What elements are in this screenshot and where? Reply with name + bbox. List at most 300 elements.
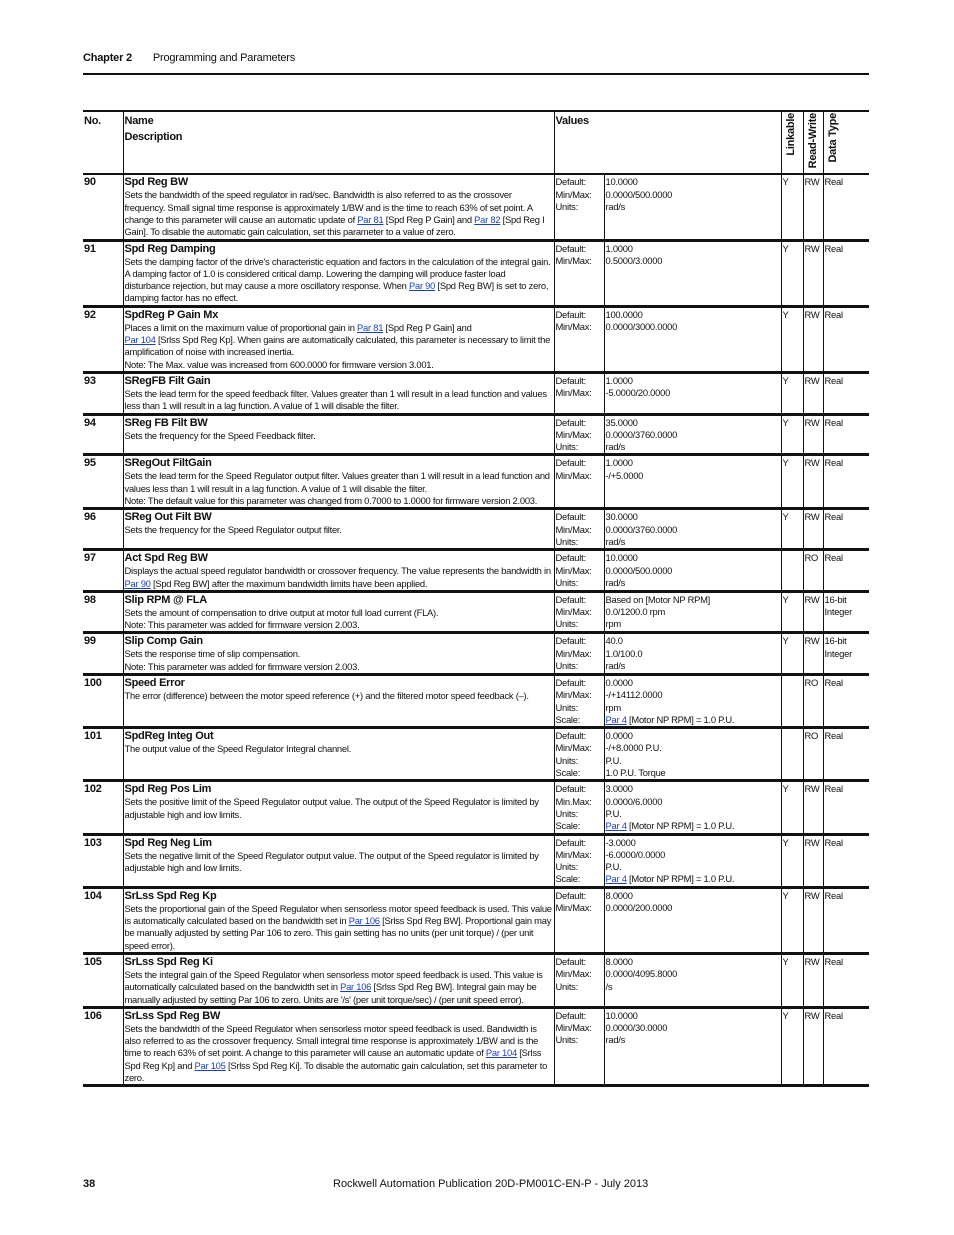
value-item [606, 536, 780, 548]
value-label: Default: [555, 836, 586, 848]
text-run: -5.0000/20.0000 [605, 387, 671, 399]
text-run: 0.0000/6.0000 [605, 795, 663, 807]
text-run: -/+14112.0000 [605, 689, 663, 701]
param-name: SpdReg Integ Out [124, 730, 214, 743]
linkable-flag: Y [781, 633, 803, 675]
value-labels [554, 509, 604, 550]
data-type: Real [823, 306, 869, 372]
text-run: The error (difference) between the motor speed reference (+) and the filtered motor speed feedback (–). [124, 689, 529, 701]
value-label: Min/Max: [555, 188, 592, 200]
value-data [604, 728, 781, 781]
param-name: SpdReg P Gain Mx [124, 308, 219, 321]
text-run: rpm [605, 701, 621, 713]
publication-info: Rockwell Automation Publication 20D-PM001C-EN-P - July 2013 [333, 1178, 649, 1190]
param-name-description [123, 728, 554, 781]
table-row [83, 728, 869, 781]
param-name-description [123, 591, 554, 633]
value-label: Default: [555, 1009, 586, 1021]
value-label: Default: [555, 511, 586, 523]
table-row [83, 591, 869, 633]
data-type: Real [823, 240, 869, 306]
text-run: Sets the frequency for the Speed Feedback filter. [124, 429, 316, 441]
value-item [606, 873, 780, 885]
value-item [606, 1034, 780, 1046]
value-item [606, 755, 780, 767]
text-run: Based on [Motor NP RPM] [605, 593, 711, 605]
parameter-link[interactable]: Par 104 [124, 334, 156, 346]
parameter-link[interactable]: Par 104 [485, 1047, 517, 1059]
param-name: Slip RPM @ FLA [124, 593, 207, 606]
read-write-flag: RW [803, 240, 823, 306]
text-run: [Spd Reg P Gain] and [383, 213, 475, 225]
param-name-description [123, 372, 554, 414]
parameter-link[interactable]: Par 90 [124, 577, 151, 589]
value-item [606, 606, 780, 618]
value-label: Min/Max: [555, 968, 592, 980]
value-item [606, 956, 780, 968]
value-labels [554, 591, 604, 633]
text-run: rad/s [605, 1034, 626, 1046]
table-row [83, 781, 869, 834]
text-run: [Srlss Spd Reg BW]. Integral gain may be manually adjusted by setting Par 106 to zero. Units are '/s' (per unit torque/sec) / (per unit speed error). [124, 981, 537, 1005]
value-item [606, 677, 780, 689]
value-data [604, 953, 781, 1007]
text-run: 0.0000 [605, 676, 633, 688]
value-label: Default: [555, 783, 586, 795]
data-type: Real [823, 834, 869, 887]
value-labels [554, 240, 604, 306]
value-item [606, 1022, 780, 1034]
param-description [125, 903, 553, 952]
value-label: Min/Max: [555, 254, 592, 266]
linkable-flag [781, 674, 803, 727]
read-write-flag: RW [803, 953, 823, 1007]
param-name: SReg Out Filt BW [124, 511, 212, 524]
param-number: 100 [84, 676, 102, 689]
header-no: No. [84, 115, 101, 127]
param-name-description [123, 174, 554, 240]
linkable-flag: Y [781, 372, 803, 414]
value-item [606, 375, 780, 387]
header-data-type: Data Type [823, 111, 869, 174]
header-description: Description [124, 131, 183, 143]
read-write-flag: RO [803, 674, 823, 727]
param-description [125, 470, 553, 507]
param-description [125, 607, 553, 632]
value-item [606, 417, 780, 429]
parameter-link[interactable]: Par 82 [474, 213, 501, 225]
value-label: Min/Max: [555, 387, 592, 399]
value-item [606, 511, 780, 523]
parameter-link[interactable]: Par 81 [357, 213, 384, 225]
param-number: 105 [84, 955, 102, 968]
text-run: 40.0 [605, 635, 623, 647]
value-label: Default: [555, 416, 586, 428]
value-label: Scale: [555, 713, 581, 725]
text-run: [Motor NP RPM] = 1.0 P.U. [626, 873, 735, 885]
value-label: Units: [555, 701, 578, 713]
value-item [606, 441, 780, 453]
data-type: 16-bit Integer [823, 633, 869, 675]
linkable-flag: Y [781, 591, 803, 633]
param-number: 98 [84, 593, 96, 606]
value-labels [554, 1007, 604, 1085]
param-name: Spd Reg BW [124, 176, 188, 189]
data-type: Real [823, 414, 869, 455]
text-run: rad/s [605, 659, 626, 671]
text-run: Sets the lead term for the speed feedback filter. Values greater than 1 will result in a lead function and values less than 1 will result in a lag function. A value of 1 will disable the filter. [124, 387, 547, 412]
read-write-flag: RW [803, 455, 823, 509]
value-data [604, 633, 781, 675]
text-run: 0.0000/200.0000 [605, 902, 673, 914]
param-name-description [123, 550, 554, 592]
param-name-description [123, 781, 554, 834]
param-number: 106 [84, 1009, 102, 1022]
value-label: Default: [555, 457, 586, 469]
text-run: [Spd Reg BW] is set to zero, damping factor has no effect. [124, 280, 549, 304]
value-labels [554, 633, 604, 675]
value-item [606, 552, 780, 564]
param-number: 91 [84, 242, 96, 255]
value-label: Min/Max: [555, 523, 592, 535]
value-label: Default: [555, 730, 586, 742]
text-run: [Srlss Spd Reg BW]. Proportional gain may be manually adjusted by setting Par 106 to zero. This gain setting has no units (per unit torque) / (per unit speed error). [124, 915, 552, 951]
param-name: SRegOut FiltGain [124, 457, 212, 470]
value-data [604, 550, 781, 592]
text-run: 0.0000/3000.0000 [605, 321, 678, 333]
value-item [606, 635, 780, 647]
value-label: Default: [555, 374, 586, 386]
text-run: /s [605, 980, 613, 992]
value-label: Min/Max: [555, 428, 592, 440]
value-item [606, 309, 780, 321]
value-item [606, 730, 780, 742]
value-item [606, 808, 780, 820]
param-description [125, 524, 553, 536]
value-label: Min/Max: [555, 321, 592, 333]
value-label: Min/Max: [555, 742, 592, 754]
value-item [606, 594, 780, 606]
value-label: Units: [555, 576, 578, 588]
header-name-description [123, 111, 554, 174]
data-type: Real [823, 674, 869, 727]
param-number: 95 [84, 457, 96, 470]
value-item [606, 689, 780, 701]
text-run: rad/s [605, 441, 626, 453]
value-data [604, 781, 781, 834]
text-run: Sets the bandwidth of the speed regulator in rad/sec. Bandwidth is also referred to as the crossover frequency. Small signal time response is approximately 1/BW and is the time to reach 63% of set point. A change to this parameter will cause an automatic update of [124, 189, 533, 225]
text-run: Note: The default value for this parameter was changed from 0.7000 to 1.0000 for firmware version 2.003. [124, 495, 538, 507]
value-item [606, 457, 780, 469]
table-row [83, 455, 869, 509]
param-number: 94 [84, 416, 96, 429]
text-run: Note: The Max. value was increased from 600.0000 for firmware version 3.001. [124, 358, 434, 370]
header-read-write: Read-Write [803, 111, 823, 174]
value-label: Default: [555, 635, 586, 647]
value-label: Min/Max: [555, 689, 592, 701]
value-item [606, 387, 780, 399]
text-run: -/+8.0000 P.U. [605, 742, 662, 754]
param-name: Spd Reg Damping [124, 242, 216, 255]
parameter-link[interactable]: Par 106 [340, 981, 372, 993]
value-labels [554, 728, 604, 781]
param-name-description [123, 240, 554, 306]
text-run: -6.0000/0.0000 [605, 848, 666, 860]
data-type: Real [823, 372, 869, 414]
text-run: [Srlss Spd Reg Kp] and [124, 1047, 542, 1071]
text-run: [Spd Reg P Gain] and [383, 321, 472, 333]
value-data [604, 174, 781, 240]
linkable-flag: Y [781, 1007, 803, 1085]
param-number: 101 [84, 730, 102, 743]
param-name: Slip Comp Gain [124, 635, 203, 648]
value-label: Scale: [555, 820, 581, 832]
text-run: rad/s [605, 535, 626, 547]
value-data [604, 372, 781, 414]
text-run: Sets the proportional gain of the Speed Regulator when sensorless motor speed feedback is used. This value is automatically calculated based on the bandwidth set in [124, 902, 552, 927]
param-name-description [123, 509, 554, 550]
read-write-flag: RW [803, 174, 823, 240]
text-run: rad/s [605, 576, 626, 588]
data-type: Real [823, 781, 869, 834]
value-item [606, 981, 780, 993]
param-number: 97 [84, 552, 96, 565]
value-data [604, 591, 781, 633]
header-linkable: Linkable [781, 111, 803, 174]
table-row [83, 674, 869, 727]
text-run: Note: This parameter was added for firmware version 2.003. [124, 619, 360, 631]
read-write-flag: RW [803, 372, 823, 414]
param-description [125, 743, 553, 755]
text-run: 0.5000/3.0000 [605, 254, 663, 266]
read-write-flag: RW [803, 1007, 823, 1085]
value-labels [554, 550, 604, 592]
linkable-flag [781, 728, 803, 781]
value-label: Units: [555, 618, 578, 630]
text-run: P.U. [605, 861, 622, 873]
value-label: Min/Max: [555, 469, 592, 481]
param-number: 96 [84, 511, 96, 524]
param-description [125, 850, 553, 875]
value-item [606, 849, 780, 861]
param-name: SrLss Spd Reg Kp [124, 889, 217, 902]
linkable-flag: Y [781, 174, 803, 240]
text-run: P.U. [605, 754, 622, 766]
text-run: 0.0/1200.0 rpm [605, 606, 666, 618]
param-name: Speed Error [124, 676, 185, 689]
data-type: Real [823, 1007, 869, 1085]
text-run: 1.0/100.0 [605, 647, 643, 659]
text-run: [Srlss Spd Reg Kp]. When gains are automatically calculated, this parameter is necessary to limit the amplification of noise with increased inertia. [124, 334, 551, 358]
text-run: Sets the damping factor of the drive's characteristic equation and factors in the calculation of the integral gain. A damping factor of 1.0 is considered critical damp. Lowering the damping will produce faster load disturbance rejection, but may cause a more oscillatory response. When [124, 255, 551, 292]
value-item [606, 524, 780, 536]
value-data [604, 306, 781, 372]
text-run: 0.0000/3760.0000 [605, 428, 678, 440]
value-data [604, 674, 781, 727]
param-description [125, 648, 553, 673]
header-values: Values [554, 111, 781, 174]
text-run: [Spd Reg I Gain]. To disable the automatic gain calculation, set this parameter to a value of zero. [124, 213, 545, 238]
value-data [604, 887, 781, 953]
text-run: The output value of the Speed Regulator Integral channel. [124, 743, 352, 755]
parameter-link[interactable]: Par 106 [348, 915, 380, 927]
text-run: 0.0000 [605, 730, 633, 742]
value-label: Default: [555, 242, 586, 254]
text-run: Displays the actual speed regulator bandwidth or crossover frequency. The value represents the bandwidth in [124, 565, 551, 577]
table-row [83, 953, 869, 1007]
value-label: Units: [555, 754, 578, 766]
text-run: 1.0 P.U. Torque [605, 767, 666, 779]
value-data [604, 509, 781, 550]
text-run: 10.0000 [605, 552, 638, 564]
value-labels [554, 414, 604, 455]
value-label: Default: [555, 889, 586, 901]
text-run: [Spd Reg BW] after the maximum bandwidth limits have been applied. [150, 577, 428, 589]
table-row [83, 414, 869, 455]
text-run: 8.0000 [605, 955, 633, 967]
value-item [606, 714, 780, 726]
linkable-flag [781, 550, 803, 592]
param-description [125, 322, 553, 371]
value-data [604, 414, 781, 455]
value-labels [554, 372, 604, 414]
table-row [83, 887, 869, 953]
table-row [83, 834, 869, 887]
value-label: Units: [555, 659, 578, 671]
value-labels [554, 887, 604, 953]
value-label: Min/Max: [555, 848, 592, 860]
value-labels [554, 455, 604, 509]
text-run: 0.0000/500.0000 [605, 188, 673, 200]
value-label: Units: [555, 980, 578, 992]
data-type: Real [823, 550, 869, 592]
parameter-link[interactable]: Par 81 [357, 321, 384, 333]
value-item [606, 429, 780, 441]
text-run: Places a limit on the maximum value of proportional gain in [124, 321, 358, 333]
value-label: Min.Max: [555, 795, 592, 807]
param-name-description [123, 1007, 554, 1085]
value-item [606, 890, 780, 902]
page-header [83, 52, 869, 72]
param-description [125, 256, 553, 305]
text-run: [Motor NP RPM] = 1.0 P.U. [626, 713, 735, 725]
value-label: Min/Max: [555, 902, 592, 914]
value-data [604, 240, 781, 306]
param-number: 104 [84, 889, 102, 902]
value-item [606, 861, 780, 873]
value-item [606, 660, 780, 672]
read-write-flag: RW [803, 509, 823, 550]
table-row [83, 550, 869, 592]
param-name: Spd Reg Neg Lim [124, 836, 212, 849]
table-row [83, 240, 869, 306]
value-label: Min/Max: [555, 1022, 592, 1034]
value-label: Scale: [555, 767, 581, 779]
chapter-title: Programming and Parameters [152, 52, 295, 64]
value-label: Default: [555, 955, 586, 967]
param-number: 90 [84, 176, 96, 189]
table-row [83, 633, 869, 675]
table-row [83, 372, 869, 414]
text-run: -3.0000 [605, 836, 636, 848]
param-number: 102 [84, 783, 102, 796]
chapter-label: Chapter 2 [83, 52, 132, 64]
text-run: 10.0000 [605, 176, 638, 188]
param-description [125, 690, 553, 702]
value-item [606, 1010, 780, 1022]
linkable-flag: Y [781, 953, 803, 1007]
linkable-flag: Y [781, 509, 803, 550]
page-number: 38 [83, 1178, 96, 1190]
parameter-link[interactable]: Par 4 [605, 713, 627, 725]
value-item [606, 837, 780, 849]
text-run: 10.0000 [605, 1009, 638, 1021]
value-label: Default: [555, 552, 586, 564]
text-run: Sets the integral gain of the Speed Regulator when sensorless motor speed feedback is used. This value is automatically calculated based on the bandwidth set in [124, 968, 543, 993]
param-description [125, 430, 553, 442]
param-name-description [123, 414, 554, 455]
value-item [606, 783, 780, 795]
param-description [125, 969, 553, 1006]
parameter-table [83, 110, 869, 1087]
text-run: Sets the positive limit of the Speed Regulator output value. The output of the Speed Regulator is limited by adjustable high and low limits. [124, 796, 539, 820]
value-label: Units: [555, 807, 578, 819]
value-data [604, 834, 781, 887]
param-description [125, 189, 553, 238]
linkable-flag: Y [781, 834, 803, 887]
table-row [83, 1007, 869, 1085]
data-type: Real [823, 728, 869, 781]
parameter-rows [83, 174, 869, 1085]
value-label: Units: [555, 1034, 578, 1046]
text-run: 0.0000/30.0000 [605, 1022, 668, 1034]
read-write-flag: RW [803, 633, 823, 675]
parameter-link[interactable]: Par 4 [605, 873, 627, 885]
linkable-flag: Y [781, 781, 803, 834]
text-run: 30.0000 [605, 511, 638, 523]
table-row [83, 174, 869, 240]
parameter-link[interactable]: Par 105 [194, 1059, 226, 1071]
value-item [606, 968, 780, 980]
text-run: [Srlss Spd Reg Ki]. To disable the automatic gain calculation, set this parameter to zero. [124, 1059, 548, 1083]
text-run: 3.0000 [605, 783, 633, 795]
data-type: Real [823, 509, 869, 550]
text-run: 0.0000/500.0000 [605, 564, 673, 576]
value-item [606, 742, 780, 754]
text-run: 1.0000 [605, 457, 633, 469]
value-item [606, 577, 780, 589]
value-label: Default: [555, 593, 586, 605]
read-write-flag: RW [803, 834, 823, 887]
value-labels [554, 306, 604, 372]
value-label: Units: [555, 535, 578, 547]
parameter-link[interactable]: Par 4 [605, 820, 627, 832]
param-description [125, 796, 553, 821]
value-label: Min/Max: [555, 606, 592, 618]
value-labels [554, 781, 604, 834]
param-number: 103 [84, 836, 102, 849]
table-header-row [83, 111, 869, 174]
text-run: Note: This parameter was added for firmware version 2.003. [124, 660, 360, 672]
data-type: Real [823, 953, 869, 1007]
value-item [606, 321, 780, 333]
parameter-link[interactable]: Par 90 [408, 280, 436, 292]
value-labels [554, 674, 604, 727]
text-run: rad/s [605, 200, 626, 212]
text-run: P.U. [605, 807, 622, 819]
value-label: Min/Max: [555, 647, 592, 659]
param-name-description [123, 953, 554, 1007]
